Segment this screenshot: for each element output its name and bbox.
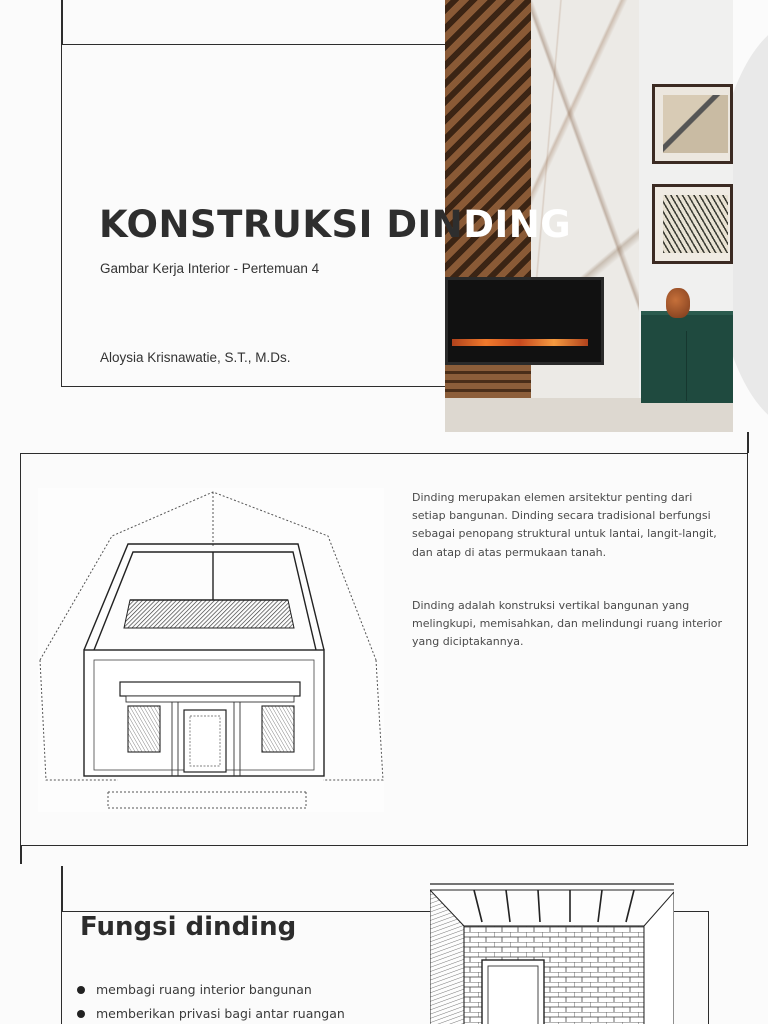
bullet-icon [77,1010,85,1018]
subtitle: Gambar Kerja Interior - Pertemuan 4 [100,261,320,276]
fireplace-flame [452,339,588,346]
definition-paragraph-1: Dinding merupakan elemen arsitektur penting dari setiap bangunan. Dinding secara tradisional berfungsi sebagai penopang struktural untuk lantai, langit-langit, dan atap di atas permukaan tanah. [412,491,717,559]
framed-artwork-top [652,84,733,164]
section-title: Fungsi dinding [80,912,300,942]
list-item-text: membagi ruang interior bangunan [96,982,312,997]
list-item-text: memberikan privasi bagi antar ruangan [96,1006,345,1021]
bullet-icon [77,986,85,994]
slide-title [0,0,768,432]
functions-list [76,978,345,1024]
page-title [99,203,571,246]
brick-wall-sketch [430,882,674,1024]
frame-line-bottom [20,846,22,864]
framed-artwork-bottom [652,184,733,264]
wall-construction-sketch [38,488,384,812]
frame-line-top [61,866,63,912]
definition-paragraph-2: Dinding adalah konstruksi vertikal bangunan yang melingkupi, memisahkan, dan melindungi ruang interior yang diciptakannya. [412,599,723,649]
frame-line-top [747,432,749,453]
title-text-light: DING [463,203,572,246]
vase [666,288,690,318]
floor [445,398,733,432]
slide-definition [0,432,768,864]
artwork-canvas [663,195,728,253]
room-sketch-svg [38,488,384,812]
list-item [76,978,345,1002]
slide-functions [0,864,768,1024]
wood-slat-base [445,365,531,398]
list-item [76,1002,345,1024]
frame-line-top [61,0,63,44]
author: Aloysia Krisnawatie, S.T., M.Ds. [100,350,291,365]
green-cabinet [641,311,733,403]
fireplace [445,277,604,365]
title-text-dark: KONSTRUKSI DIN [99,203,464,246]
artwork-canvas [663,95,728,153]
brick-room-svg [430,882,674,1024]
